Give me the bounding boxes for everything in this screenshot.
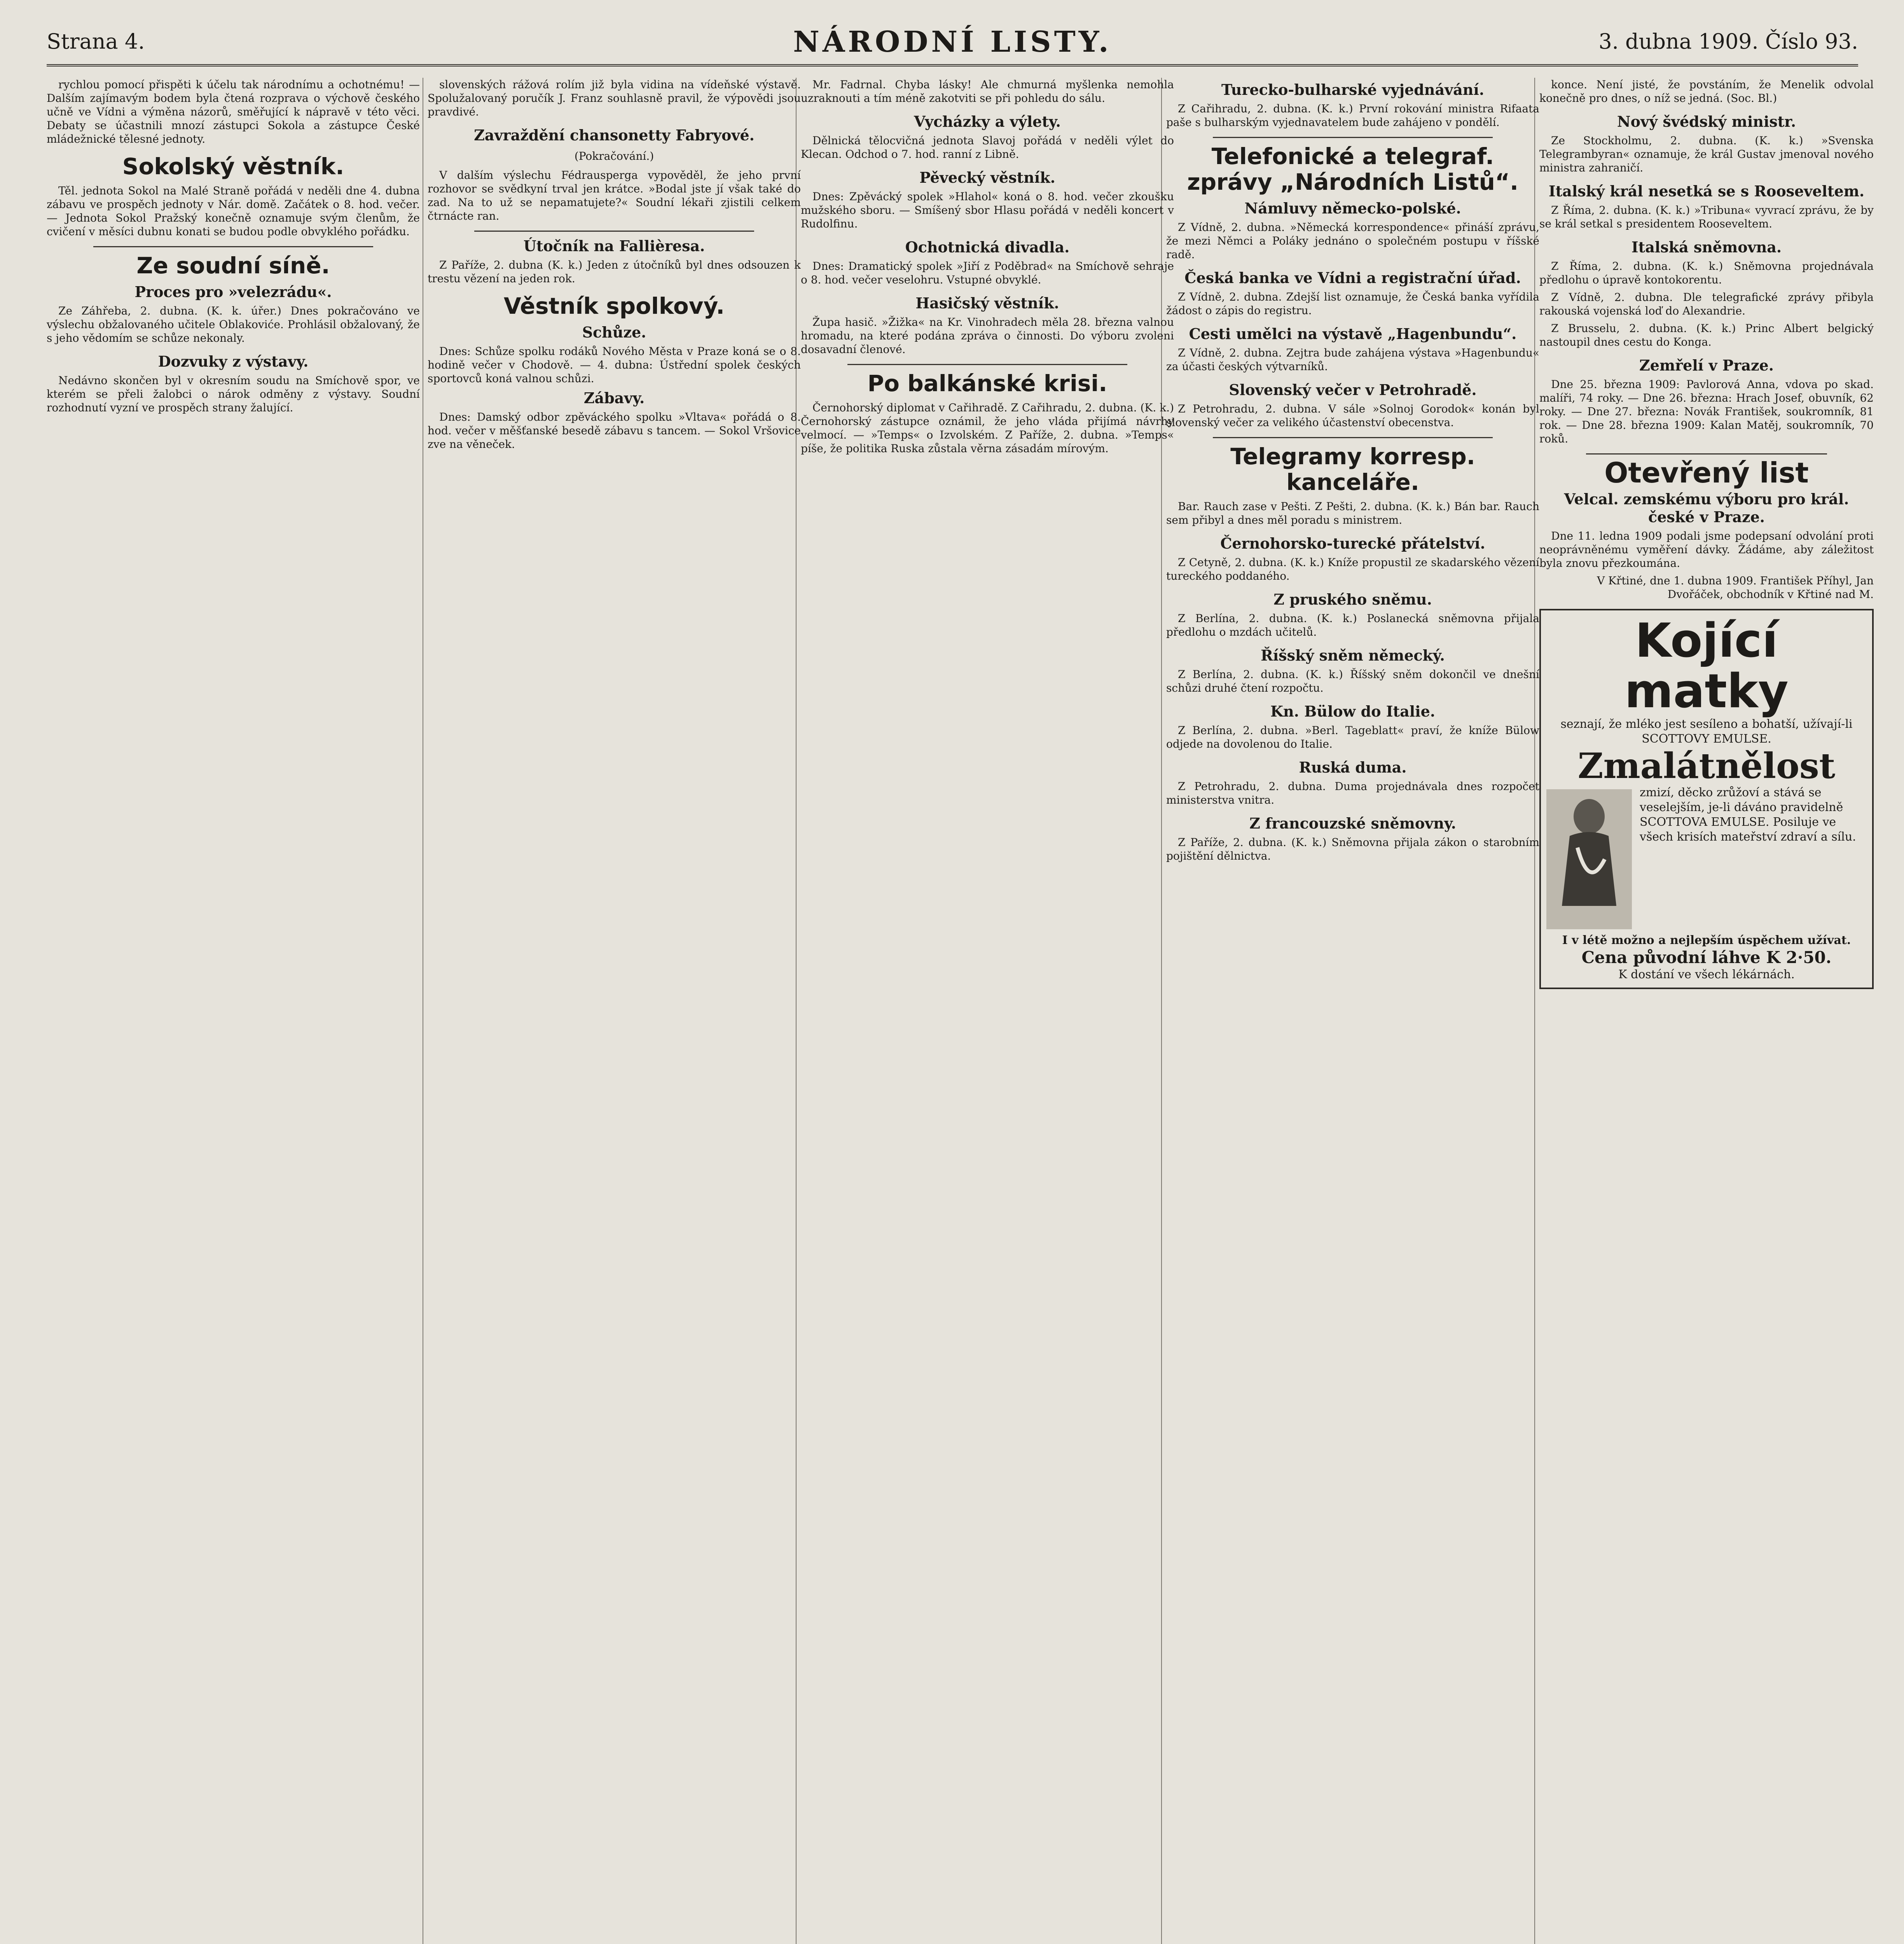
france-text: Z Paříže, 2. dubna. (K. k.) Sněmovna přijala zákon o starobním pojištění dělnictva. (1166, 836, 1539, 862)
fire-text: Župa hasič. »Žižka« na Kr. Vinohradech měla 28. března valnou hromadu, na které podána zpráva o činnosti. Do výboru zvoleni dosavadní členové. (801, 316, 1174, 356)
theater-text: Dnes: Dramatický spolek »Jiří z Poděbrad« na Smíchově sehraje o 8. hod. večer veselohru. Vstupné obvyklé. (801, 260, 1174, 286)
open-letter-text: Dne 11. ledna 1909 podali jsme podepsaní odvolání proti neoprávněnému vyměření dávky. Žádáme, aby záležitost byla znovu přezkoumána. (1539, 530, 1874, 570)
column-2 (428, 78, 801, 1944)
fun-heading: Zábavy. (583, 389, 645, 407)
attack-heading: Útočník na Fallièresa. (523, 237, 705, 255)
club-heading: Věstník spolkový. (503, 293, 725, 319)
tb-text: Z Cařihradu, 2. dubna. (K. k.) První rokování ministra Rifaata paše s bulharským vyjednavatelem bude zahájeno v pondělí. (1166, 102, 1539, 129)
divider (1213, 437, 1493, 438)
ad-headline: Kojící matky (1625, 614, 1789, 719)
corr-heading: Telegramy korresp. kanceláře. (1230, 443, 1475, 495)
court-text: Ze Záhřeba, 2. dubna. (K. k. úřer.) Dnes pokračováno ve výslechu obžalovaného učitele Oblakoviće. Prohlásil obžalovaný, že s jeho vědomím se schůze nekonaly. (47, 304, 420, 344)
sweden-heading: Nový švédský ministr. (1617, 113, 1796, 130)
open-letter-heading: Otevřený list (1604, 456, 1809, 489)
slovak-heading: Slovenský večer v Petrohradě. (1229, 381, 1477, 399)
exhibit-heading: Dozvuky z výstavy. (158, 353, 309, 370)
sweden-text: Ze Stockholmu, 2. dubna. (K. k.) »Svenska Telegrambyran« oznamuje, že král Gustav jmenoval nového ministra zahraničí. (1539, 134, 1874, 174)
club-subheading: Schůze. (582, 323, 646, 341)
roosevelt-heading: Italský král nesetká se s Rooseveltem. (1548, 182, 1865, 200)
lead-text: konce. Není jisté, že povstáním, že Menelik odvolal konečně pro dnes, o níž se jedná. (Soc. Bl.) (1539, 78, 1874, 105)
ad-price: Cena původní láhve K 2·50. (1581, 948, 1832, 967)
issue-date: 3. dubna 1909. Číslo 93. (1598, 29, 1858, 54)
divider (93, 246, 373, 247)
singers-heading: Pěvecký věstník. (919, 169, 1055, 186)
open-letter-subheading: Velcal. zemskému výboru pro král. české v Praze. (1564, 490, 1849, 526)
belgium-text: Z Brusselu, 2. dubna. (K. k.) Princ Albert belgický nastoupil dnes cestu do Konga. (1539, 322, 1874, 348)
bulow-heading: Kn. Bülow do Italie. (1270, 703, 1435, 720)
attack-text: Z Paříže, 2. dubna (K. k.) Jeden z útočníků byl dnes odsouzen k trestu vězení na jeden rok. (428, 259, 801, 285)
open-letter-signature: V Křtiné, dne 1. dubna 1909. František Příhyl, Jan Dvořáček, obchodník v Křtiné nad M. (1597, 574, 1874, 601)
balkan-heading: Po balkánské krisi. (867, 370, 1107, 397)
divider (1586, 453, 1827, 455)
scott-emulsion-ad (1539, 609, 1874, 989)
court-heading: Ze soudní síně. (136, 252, 330, 279)
ad-text: seznají, že mléko jest sesíleno a bohatší, užívají-li SCOTTOVY EMULSE. (1560, 717, 1853, 746)
bank-heading: Česká banka ve Vídni a registrační úřad. (1184, 269, 1521, 287)
page-number: Strana 4. (47, 29, 145, 54)
column-1 (47, 78, 420, 1944)
telegraph-text: Z Vídně, 2. dubna. »Německá korrespondence« přináší zprávu, že mezi Němci a Poláky jednáno o společném postupu v říšské radě. (1166, 221, 1539, 261)
telegraph-subheading: Námluvy německo-polské. (1244, 199, 1461, 217)
exhibit-text: Nedávno skončen byl v okresním soudu na Smíchově spor, ve kterém se přeli žalobci o nárok odměny z výstavy. Soudní rozhodnutí vyzní ve prospěch strany žalující. (47, 374, 420, 414)
divider (1213, 137, 1493, 138)
reich-text: Z Berlína, 2. dubna. (K. k.) Říšský sněm dokončil ve dnešní schůzi druhé čtení rozpočtu. (1166, 668, 1539, 694)
telegraph-text-2: Z Vídně, 2. dubna. Dle telegrafické zprávy přibyla rakouská vojenská loď do Alexandrie. (1539, 291, 1874, 317)
column-5 (1539, 78, 1874, 1944)
ad-footer: K dostání ve všech lékárnách. (1618, 968, 1795, 981)
france-heading: Z francouzské sněmovny. (1249, 815, 1456, 832)
berlin-text: Z Berlína, 2. dubna. (K. k.) Poslanecká sněmovna přijala předlohu o mzdách učitelů. (1166, 612, 1539, 638)
column-4 (1166, 78, 1539, 1944)
slovak-text: Z Petrohradu, 2. dubna. V sále »Solnoj Gorodok« konán byl slovenský večer za velikého účastenství obecenstva. (1166, 402, 1539, 429)
lead-text: Mr. Fadrnal. Chyba lásky! Ale chmurná myšlenka nemohla uzraknouti a tím méně zakotviti se při pohledu do sálu. (801, 78, 1174, 105)
berlin-heading: Z pruského sněmu. (1273, 591, 1432, 608)
page-header (47, 21, 1858, 66)
fisherman-illustration (1546, 789, 1632, 929)
mont-heading: Černohorsko-turecké přátelství. (1220, 535, 1485, 552)
duma-heading: Ruská duma. (1299, 759, 1407, 776)
balkan-text: Černohorský diplomat v Cařihradě. Z Cařihradu, 2. dubna. (K. k.) Černohorský zástupce oznámil, že jeho vláda přijímá návrhy velmocí. — »Temps« o Izvolském. Z Paříže, 2. dubna. »Temps« píše, že politika Ruska zůstala věrna zásadám mírovým. (801, 401, 1174, 455)
club-text: Dnes: Schůze spolku rodáků Nového Města v Praze koná se o 8. hodině večer v Chodově. — 4. dubna: Ústřední spolek českých sportovců koná valnou schůzi. (428, 345, 801, 385)
bank-text: Z Vídně, 2. dubna. Zdejší list oznamuje, že Česká banka vyřídila žádost o zápis do registru. (1166, 290, 1539, 317)
theater-heading: Ochotnická divadla. (905, 238, 1070, 256)
trips-text: Dělnická tělocvičná jednota Slavoj pořádá v neděli výlet do Klecan. Odchod o 7. hod. ranní z Libně. (801, 134, 1174, 161)
corr-text: Bar. Rauch zase v Pešti. Z Pešti, 2. dubna. (K. k.) Bán bar. Rauch sem přibyl a dnes měl poradu s ministrem. (1166, 500, 1539, 526)
chanson-heading: Zavraždění chansonetty Fabryové. (474, 126, 755, 144)
divider (847, 364, 1127, 365)
chanson-subheading: (Pokračování.) (574, 150, 654, 163)
fun-text: Dnes: Damský odbor zpěváckého spolku »Vltava« pořádá o 8. hod. večer v měšťanské besedě zábavu s tancem. — Sokol Vršovice zve na věneček. (428, 411, 801, 451)
chanson-text: V dalším výslechu Fédrausperga vypověděl, že jeho první rozhovor se svědkyní trval jen krátce. »Bodal jste jí však také do zad. Na to už se nepamatujete?« Soudní lékaři zjistili celkem čtrnácte ran. (428, 169, 801, 222)
sokol-heading: Sokolský věstník. (122, 153, 344, 180)
singers-text: Dnes: Zpěvácký spolek »Hlahol« koná o 8. hod. večer zkoušku mužského sboru. — Smíšený sbor Hlasu pořádá v neděli koncert v Rudolfinu. (801, 190, 1174, 230)
ad-text-3: I v létě možno a nejlepším úspěchem užívat. (1562, 934, 1851, 947)
tb-heading: Turecko-bulharské vyjednávání. (1221, 81, 1485, 98)
column-3 (801, 78, 1174, 1944)
reich-heading: Říšský sněm německý. (1261, 647, 1445, 664)
masthead-title: NÁRODNÍ LISTY. (793, 25, 1112, 59)
lead-text: slovenských rážová rolím již byla vidina na vídeňské výstavě. Spolužalovaný poručík J. Franz souhlasně pravil, že výpovědi jsou pravdivé. (428, 78, 801, 118)
fire-heading: Hasičský věstník. (915, 294, 1059, 312)
divider (474, 231, 754, 232)
mont-text: Z Cetyně, 2. dubna. (K. k.) Kníže propustil ze skadarského vězení tureckého poddaného. (1166, 556, 1539, 582)
ad-text-2: zmizí, děcko zrůžoví a stává se veselejším, je-li dáváno pravidelně SCOTTOVA EMULSE. Posiluje ve všech krisích mateřství zdraví a sílu. (1640, 786, 1856, 844)
sokol-text: Těl. jednota Sokol na Malé Straně pořádá v neděli dne 4. dubna zábavu ve prospěch jednoty v Nár. domě. Začátek o 8. hod. večer. — Jednota Sokol Pražský konečně oznamuje svým členům, že cvičení v měsíci dubnu konati se budou podle obvyklého pořádku. (47, 184, 420, 238)
deaths-text: Dne 25. března 1909: Pavlorová Anna, vdova po skad. malíři, 74 roky. — Dne 26. března: Hrach Josef, obuvník, 62 roky. — Dne 27. března: Novák František, soukromník, 81 rok. — Dne 28. března 1909: Kalan Matěj, soukromník, 70 roků. (1539, 378, 1874, 445)
hagen-text: Z Vídně, 2. dubna. Zejtra bude zahájena výstava »Hagenbundu« za účasti českých výtvarníků. (1166, 346, 1539, 373)
deaths-heading: Zemřelí v Praze. (1639, 357, 1774, 374)
intro-text: rychlou pomocí přispěti k účelu tak národnímu a ochotnému! — Dalším zajímavým bodem byla čtená rozprava o výchově českého učně ve Vídni a výměna názorů, směřující k nápravě v této věci. Debaty se účastnili mnozí zástupci Sokola a zástupce České mládežnické tělesné jednoty. (47, 78, 420, 145)
italy-text: Z Říma, 2. dubna. (K. k.) Sněmovna projednávala předlohu o úpravě kontokorentu. (1539, 260, 1874, 286)
roosevelt-text: Z Říma, 2. dubna. (K. k.) »Tribuna« vyvrací zprávu, že by se král setkal s presidentem Rooseveltem. (1539, 204, 1874, 230)
ad-headline-2: Zmalátnělost (1577, 745, 1836, 787)
trips-heading: Vycházky a výlety. (914, 113, 1061, 130)
duma-text: Z Petrohradu, 2. dubna. Duma projednávala dnes rozpočet ministerstva vnitra. (1166, 780, 1539, 806)
court-subheading: Proces pro »velezrádu«. (135, 283, 332, 301)
italy-heading: Italská sněmovna. (1631, 238, 1782, 256)
hagen-heading: Cesti umělci na výstavě „Hagenbundu“. (1189, 325, 1517, 343)
bulow-text: Z Berlína, 2. dubna. »Berl. Tageblatt« praví, že kníže Bülow odjede na dovolenou do Italie. (1166, 724, 1539, 750)
telegraph-heading: Telefonické a telegraf. zprávy „Národních Listů“. (1187, 143, 1519, 195)
